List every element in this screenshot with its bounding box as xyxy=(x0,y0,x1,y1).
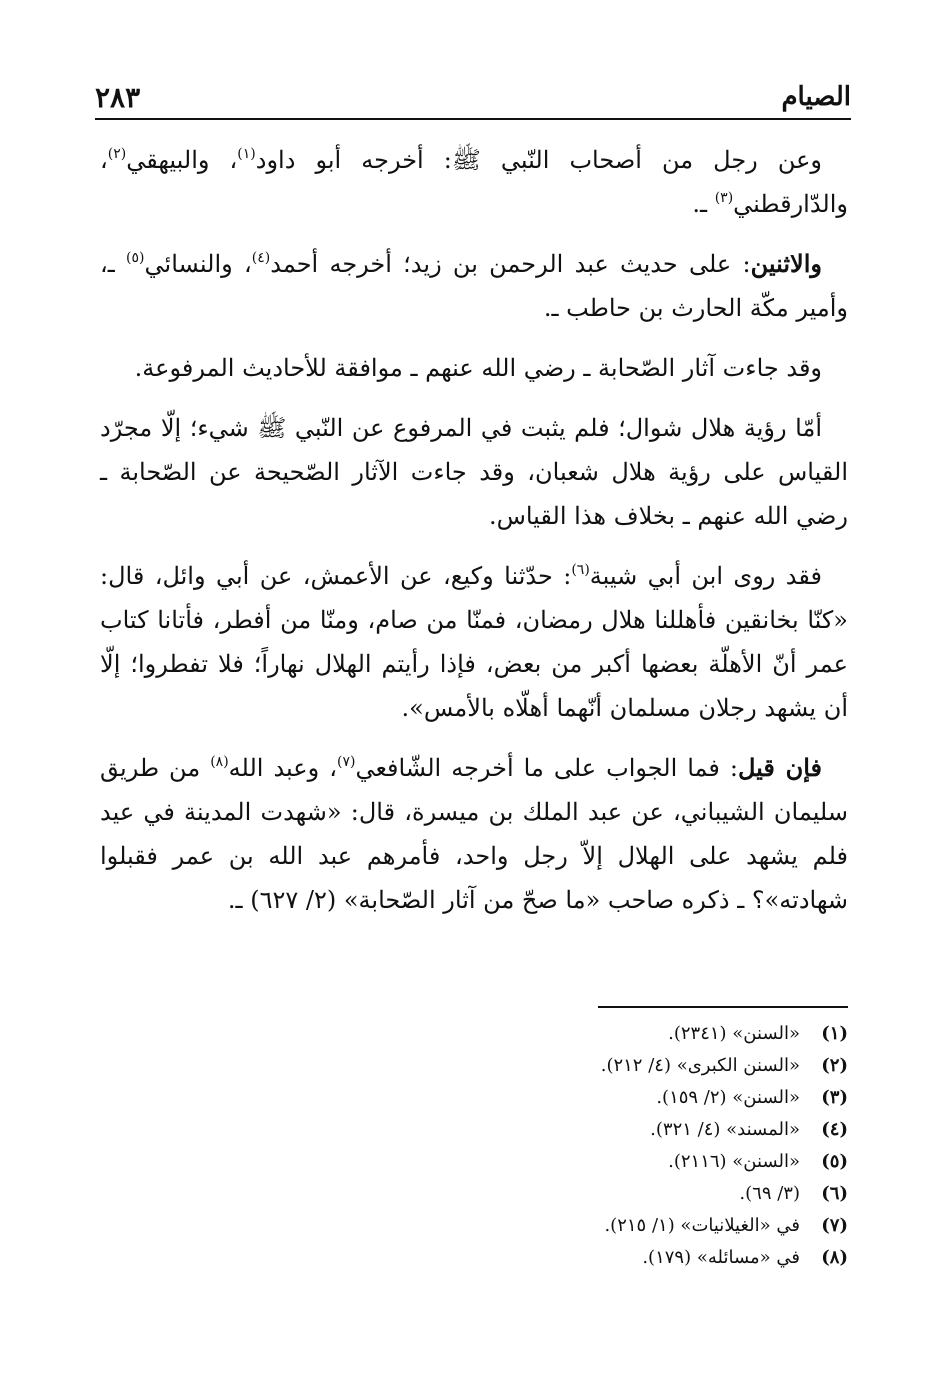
footnote-item xyxy=(200,1114,848,1146)
footnote-number: (١) xyxy=(821,1023,848,1044)
text-run: ، وعبد الله xyxy=(228,754,337,782)
footnote-ref-3: (٣) xyxy=(714,190,734,206)
chapter-title: الصيام xyxy=(781,82,851,112)
footnote-ref-4: (٤) xyxy=(251,250,271,266)
footnote-ref-6: (٦) xyxy=(571,562,590,578)
footnote-item xyxy=(200,1210,848,1242)
footnote-number: (٢) xyxy=(821,1055,848,1076)
footnote-number: (٤) xyxy=(821,1119,848,1140)
footnote-ref-5: (٥) xyxy=(126,250,145,266)
footnote-text: في «مسائله» (١٧٩). xyxy=(642,1247,800,1268)
footnote-number: (٦) xyxy=(821,1183,848,1204)
paragraph-1 xyxy=(100,138,848,226)
footnote-ref-2: (٢) xyxy=(107,146,127,162)
text-run: ، والدّارقطني xyxy=(100,146,848,218)
text-run: فقد روى ابن أبي شيبة xyxy=(589,562,823,590)
text-run: وعن رجل من أصحاب النّبي ﷺ: أخرجه أبو داود xyxy=(255,146,822,174)
footnote-text: «السنن» (٢١١٦). xyxy=(668,1151,800,1172)
text-run: ، والبيهقي xyxy=(126,146,238,174)
footnote-text: «المسند» (٤/ ٣٢١). xyxy=(650,1119,800,1140)
footnote-text: «السنن» (٢٣٤١). xyxy=(668,1023,800,1044)
footnote-text: في «الغيلانيات» (١/ ٢١٥). xyxy=(604,1215,800,1236)
footnote-text: (٣/ ٦٩). xyxy=(739,1183,800,1204)
footnote-text: «السنن الكبرى» (٤/ ٢١٢). xyxy=(600,1055,800,1076)
text-run: : على حديث عبد الرحمن بن زيد؛ أخرجه أحمد xyxy=(270,250,751,278)
text-run: ـ. xyxy=(692,190,715,218)
text-run: ، والنسائي xyxy=(144,250,252,278)
footnote-item xyxy=(200,1018,848,1050)
text-run: : حدّثنا وكيع، عن الأعمش، عن أبي وائل، قال: «كنّا بخانقين فأهللنا هلال رمضان، فمنّا من صام، ومنّا من أفطر، فأتانا كتاب عمر أنّ الأهلّة بعضها أكبر من بعض، فإذا رأيتم الهلال نهاراً؛ فلا تفطروا؛ إلّا أن يشهد رجلان مسلمان أنّهما أهلّاه بالأمس». xyxy=(100,562,848,722)
footnote-number: (٥) xyxy=(821,1151,848,1172)
footnote-item xyxy=(200,1146,848,1178)
footnote-item xyxy=(200,1178,848,1210)
text-run: : فما الجواب على ما أخرجه الشّافعي xyxy=(355,754,738,782)
text-run: من طريق سليمان الشيباني، عن عبد الملك بن ميسرة، قال: «شهدت المدينة في عيد فلم يشهد على الهلال إلاّ رجل واحد، فأمرهم عبد الله بن عمر فقبلوا شهادته»؟ ـ ذكره صاحب «ما صحّ من آثار الصّحابة» (٢/ ٦٢٧) ـ. xyxy=(100,754,848,914)
footnote-number: (٧) xyxy=(821,1215,848,1236)
footnotes xyxy=(200,1018,848,1274)
main-text xyxy=(100,138,848,936)
footnote-item xyxy=(200,1082,848,1114)
footnote-number: (٨) xyxy=(821,1247,848,1268)
paragraph-4 xyxy=(100,406,848,538)
paragraph-6 xyxy=(100,746,848,922)
bold-lead: فإن قيل xyxy=(738,753,823,782)
text-run: وقد جاءت آثار الصّحابة ـ رضي الله عنهم ـ موافقة للأحاديث المرفوعة. xyxy=(134,354,822,382)
footnote-item xyxy=(200,1242,848,1274)
footnote-item xyxy=(200,1050,848,1082)
bold-lead: والاثنين xyxy=(750,249,822,278)
footnote-ref-1: (١) xyxy=(237,146,256,162)
text-run: أمّا رؤية هلال شوال؛ فلم يثبت في المرفوع عن النّبي ﷺ شيء؛ إلّا مجرّد القياس على رؤية هلال شعبان، وقد جاءت الآثار الصّحيحة عن الصّحابة ـ رضي الله عنهم ـ بخلاف هذا القياس. xyxy=(100,414,848,530)
footnote-separator xyxy=(598,1006,848,1008)
paragraph-3 xyxy=(100,346,848,390)
footnote-ref-7: (٧) xyxy=(336,754,356,770)
footnote-ref-8: (٨) xyxy=(210,754,229,770)
page-number: ٢٨٣ xyxy=(95,81,141,114)
paragraph-5 xyxy=(100,554,848,730)
text-run: ـ، وأمير مكّة الحارث بن حاطب ـ. xyxy=(100,250,848,322)
footnote-number: (٣) xyxy=(821,1087,848,1108)
paragraph-2 xyxy=(100,242,848,330)
footnote-text: «السنن» (٢/ ١٥٩). xyxy=(656,1087,800,1108)
page-header xyxy=(95,72,851,120)
